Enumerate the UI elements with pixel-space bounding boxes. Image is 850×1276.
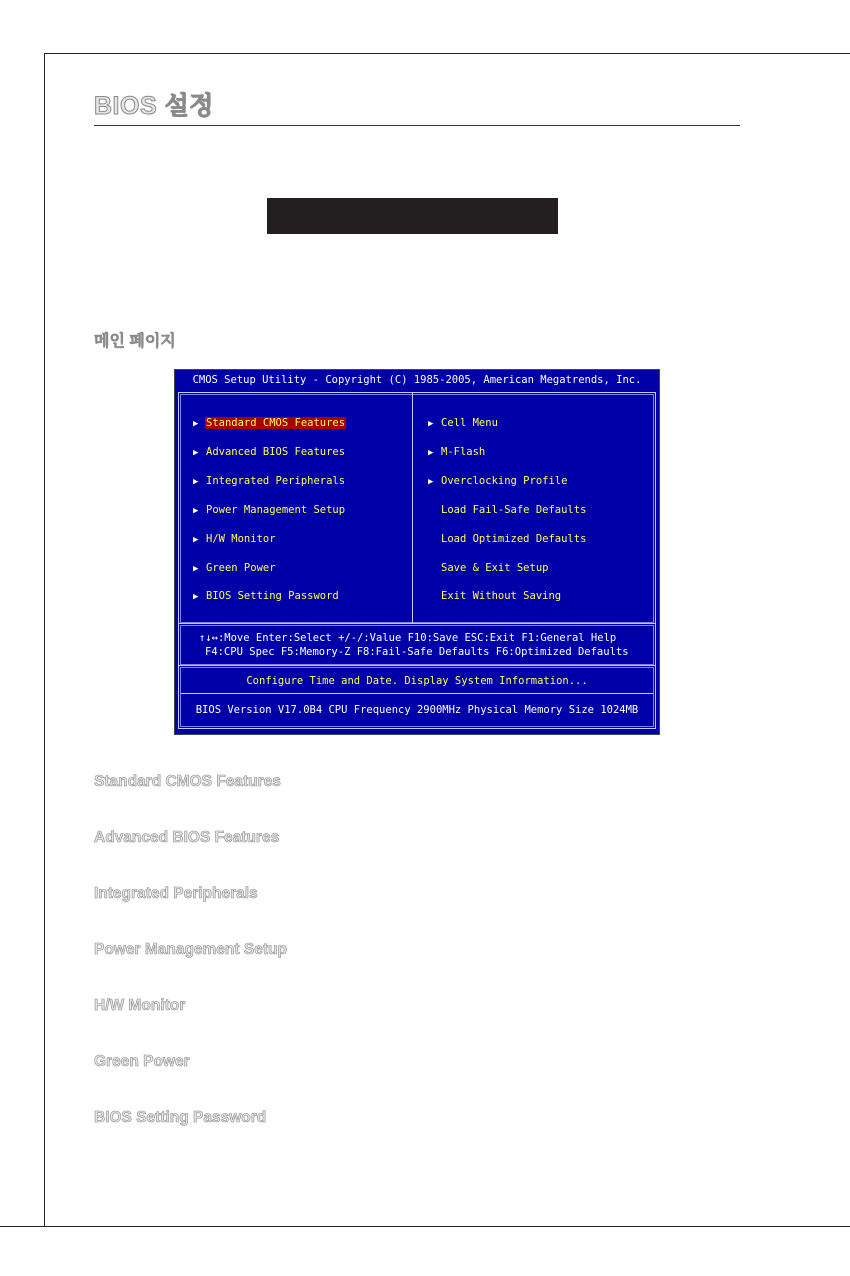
bios-menu-item[interactable] — [193, 474, 346, 488]
bios-menu-item-label: Save & Exit Setup — [441, 561, 549, 574]
frame-bottom-rule — [0, 1226, 850, 1227]
description-heading: H/W Monitor — [94, 997, 186, 1014]
submenu-arrow-icon: ▶ — [193, 563, 199, 574]
bios-menu-item[interactable] — [193, 445, 346, 459]
bios-menu-item-label: Exit Without Saving — [441, 590, 562, 603]
bios-menu-item[interactable] — [193, 589, 340, 603]
bios-menu-item[interactable] — [193, 532, 277, 546]
bios-menu-item-label: Integrated Peripherals — [206, 474, 346, 487]
bios-menu-item[interactable] — [428, 589, 562, 603]
redacted-bar — [267, 198, 558, 234]
bios-menu-item-label: Load Fail-Safe Defaults — [441, 503, 587, 516]
submenu-arrow-icon: ▶ — [193, 447, 199, 458]
bios-menu-item[interactable] — [428, 503, 587, 517]
bios-menu-item[interactable] — [428, 561, 549, 575]
bios-help-text: Configure Time and Date. Display System Information... — [246, 675, 588, 687]
bios-menu-item-label: Green Power — [206, 561, 276, 574]
bios-column-divider — [412, 392, 413, 623]
bios-menu-item-label: Cell Menu — [441, 417, 498, 429]
page-title: BIOS 설정 — [94, 92, 214, 120]
bios-menu-item-label: Power Management Setup — [206, 503, 346, 516]
bios-version-text: BIOS Version V17.0B4 CPU Frequency 2900MHz Physical Memory Size 1024MB — [195, 704, 639, 716]
description-heading: Integrated Peripherals — [94, 885, 258, 902]
description-heading: Power Management Setup — [94, 941, 287, 958]
submenu-arrow-icon: ▶ — [193, 505, 199, 516]
submenu-arrow-icon: ▶ — [428, 476, 434, 487]
submenu-arrow-icon: ▶ — [428, 447, 434, 458]
description-heading: Green Power — [94, 1053, 190, 1070]
bios-keys-box — [178, 623, 656, 667]
submenu-arrow-icon: ▶ — [193, 419, 199, 429]
bios-menu-item[interactable] — [428, 416, 499, 430]
bios-help-divider — [181, 693, 653, 694]
bios-menu-item-label: BIOS Setting Password — [206, 590, 339, 603]
main-page-heading: 메인 페이지 — [94, 333, 176, 350]
bios-menu-item-label: Standard CMOS Features — [206, 417, 346, 429]
bios-keys-line-1: ↑↓↔:Move Enter:Select +/-/:Value F10:Save ESC:Exit F1:General Help — [199, 632, 617, 644]
bios-menu-item-label: Overclocking Profile — [441, 474, 568, 487]
bios-screenshot — [175, 370, 659, 734]
bios-menu-item-label: M-Flash — [441, 445, 486, 458]
bios-menu-item[interactable] — [193, 561, 277, 575]
submenu-arrow-icon: ▶ — [193, 592, 199, 603]
bios-menu-item[interactable] — [193, 503, 346, 517]
bios-menu-item[interactable] — [428, 474, 568, 488]
bios-menu-item-label: Load Optimized Defaults — [441, 532, 587, 545]
bios-menu-item[interactable] — [193, 416, 346, 430]
bios-keys-line-2: F4:CPU Spec F5:Memory-Z F8:Fail-Safe Defaults F6:Optimized Defaults — [205, 646, 629, 658]
submenu-arrow-icon: ▶ — [428, 419, 434, 429]
bios-menu-item[interactable] — [428, 445, 486, 459]
bios-menu-item-label: H/W Monitor — [206, 532, 276, 545]
bios-header: CMOS Setup Utility - Copyright (C) 1985-2005, American Megatrends, Inc. — [192, 374, 642, 386]
submenu-arrow-icon: ▶ — [193, 534, 199, 545]
bios-menu-item-label: Advanced BIOS Features — [206, 445, 346, 458]
frame-left-rule — [44, 53, 45, 1226]
frame-top-rule — [44, 53, 850, 54]
title-rule — [94, 125, 740, 126]
description-heading: BIOS Setting Password — [94, 1109, 267, 1126]
bios-menu-item[interactable] — [428, 532, 587, 546]
submenu-arrow-icon: ▶ — [193, 476, 199, 487]
description-heading: Standard CMOS Features — [94, 773, 281, 790]
description-heading: Advanced BIOS Features — [94, 829, 280, 846]
